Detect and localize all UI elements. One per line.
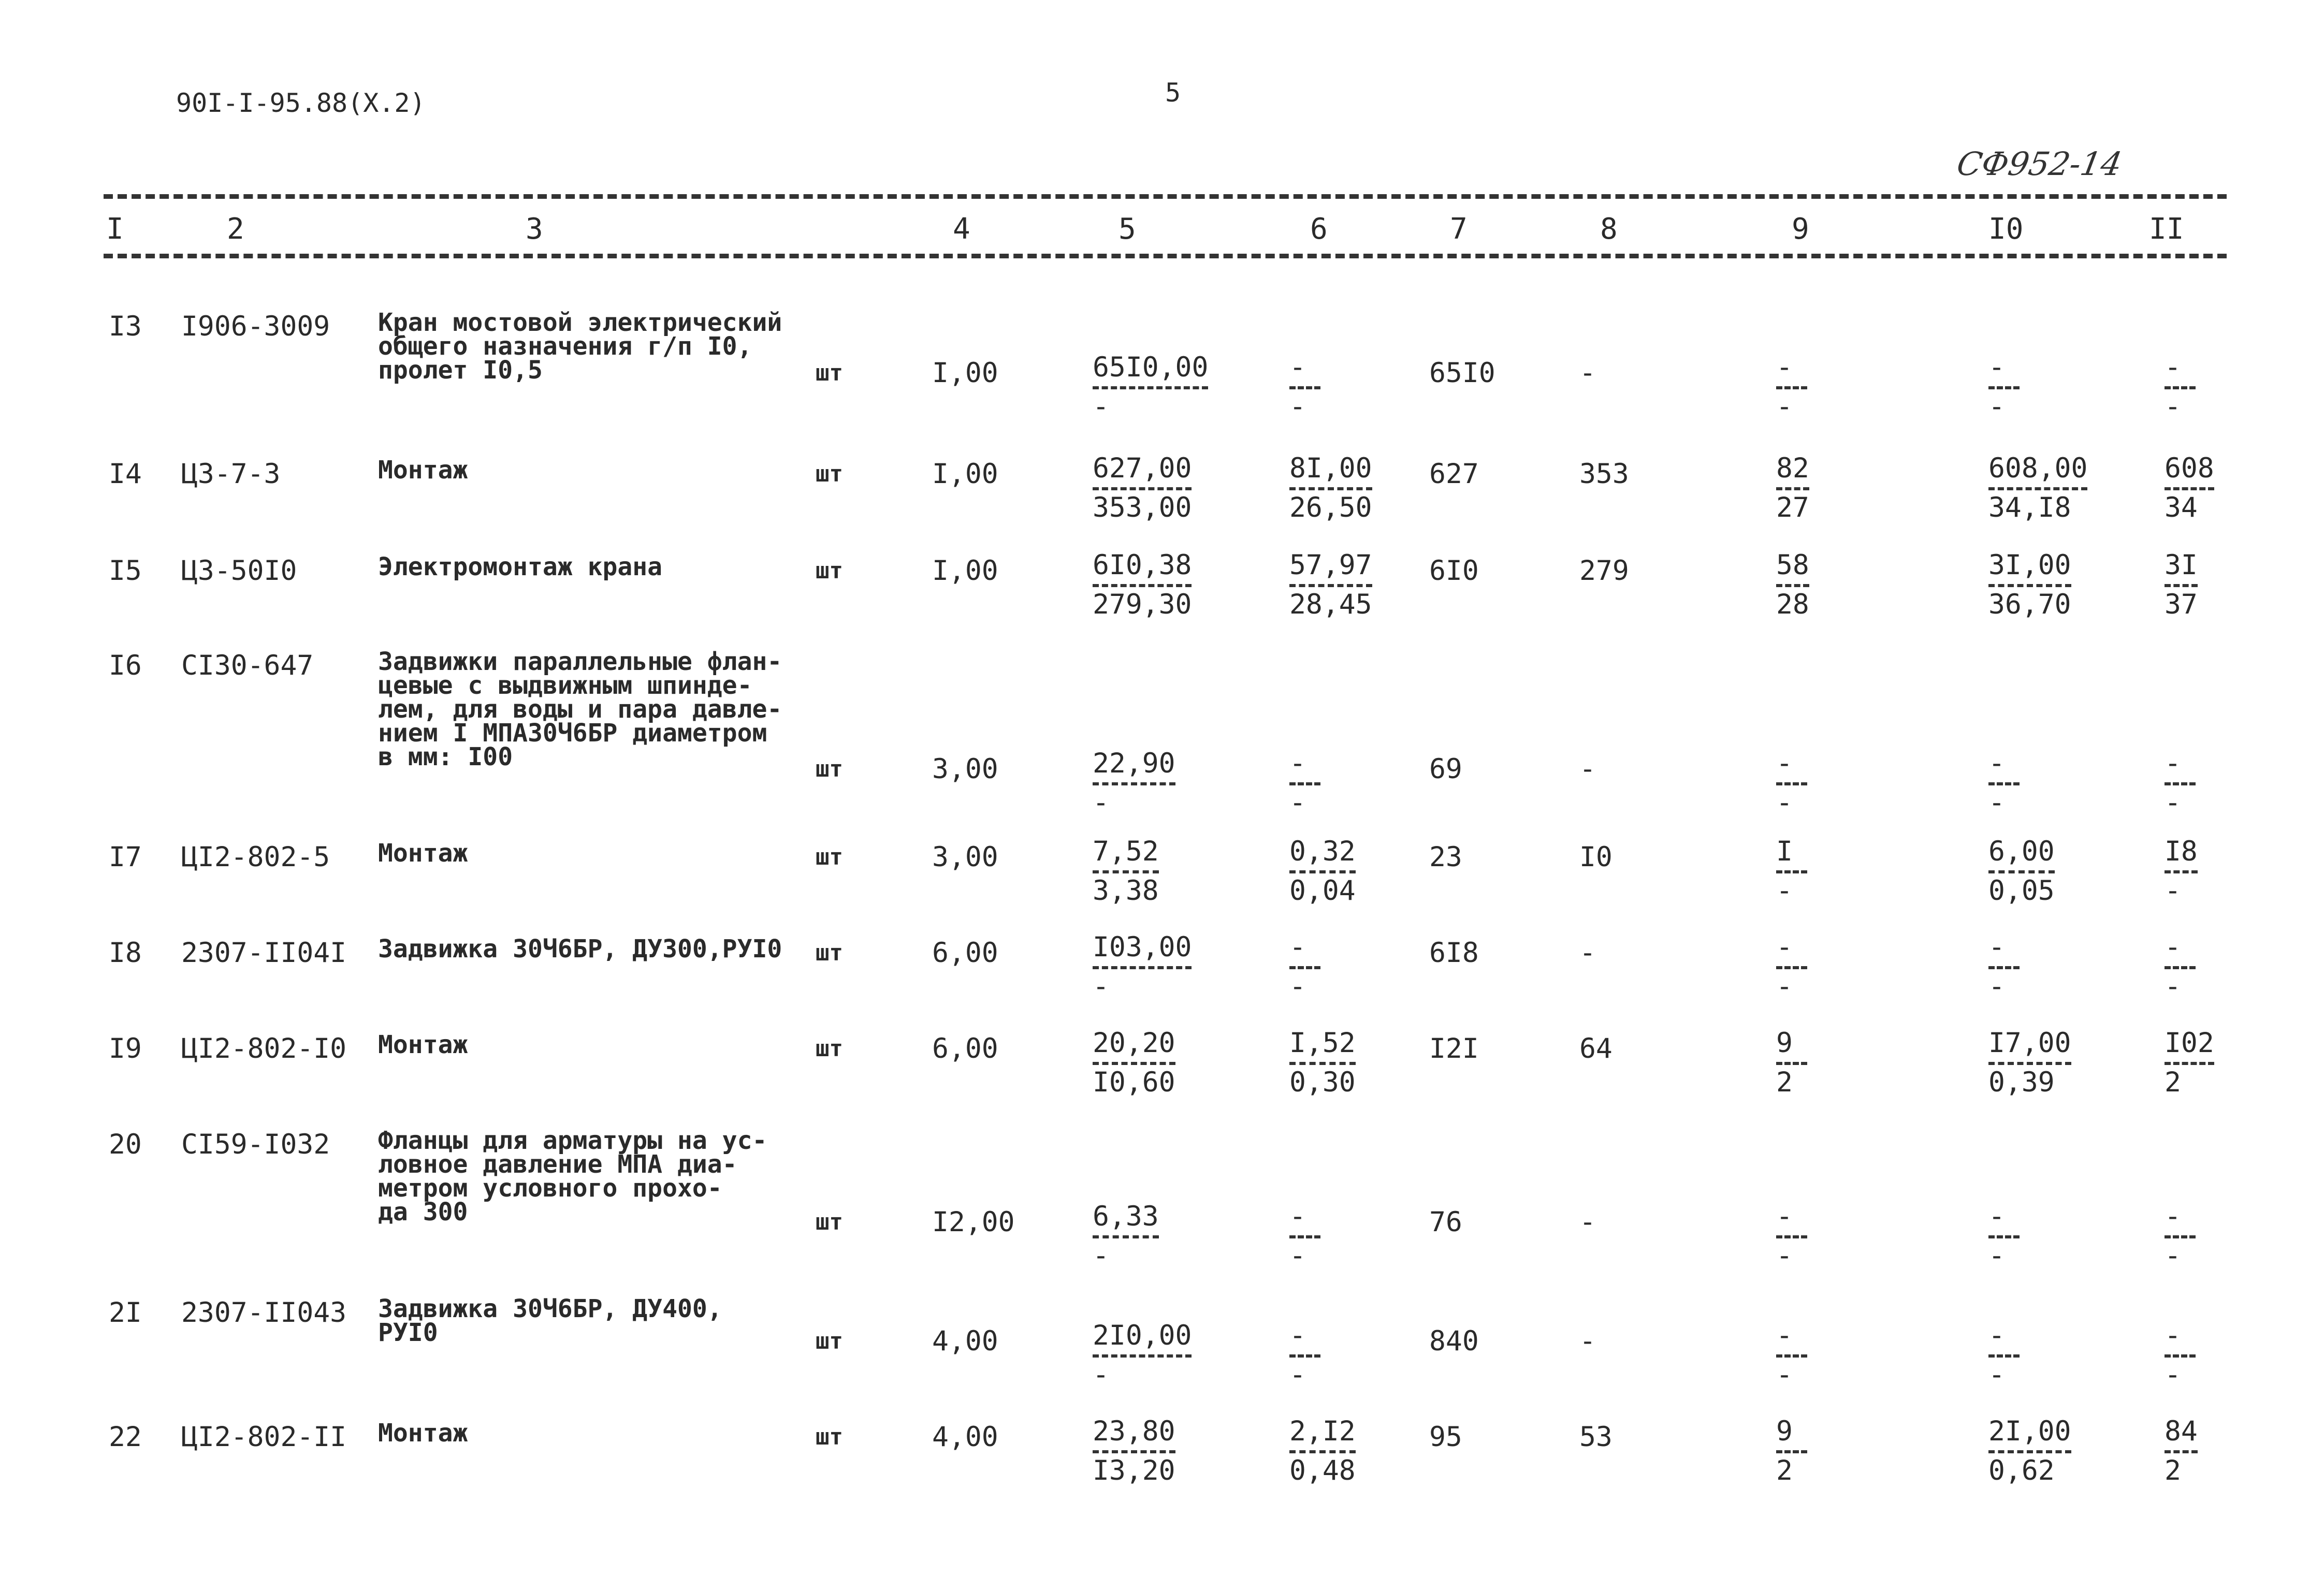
wage-price-top: 2,I2 <box>1289 1416 1356 1447</box>
total-wage-divider <box>1776 782 1807 785</box>
price-code: ЦI2-802-II <box>181 1421 347 1453</box>
column-number: 3 <box>526 212 543 246</box>
wage-price-top: I,52 <box>1289 1027 1356 1059</box>
wage-price-divider <box>1289 386 1320 389</box>
labor-costs-bottom: - <box>1988 1359 2005 1391</box>
unit-price <box>1093 932 1192 1002</box>
total-labor-top: I8 <box>2165 836 2198 867</box>
quantity: 6,00 <box>932 1033 998 1064</box>
unit-price <box>1093 1416 1175 1486</box>
total-wage-bottom: 2 <box>1776 1455 1793 1486</box>
row-number: 22 <box>109 1421 142 1453</box>
total-labor-divider <box>2165 1062 2214 1065</box>
total-labor-top: 608 <box>2165 453 2214 484</box>
row-number: 20 <box>109 1129 142 1160</box>
total-wage-top: - <box>1776 748 1793 779</box>
total-labor <box>2165 352 2196 422</box>
total-cost: 23 <box>1429 841 1462 873</box>
total-wage-top: 9 <box>1776 1416 1793 1447</box>
column-number: 9 <box>1792 212 1809 246</box>
wage-price-top: 8I,00 <box>1289 453 1372 484</box>
total-wage-top: - <box>1776 1320 1793 1351</box>
wage-price-bottom: - <box>1289 971 1306 1002</box>
total-wage-top: 9 <box>1776 1027 1793 1059</box>
header-top-rule <box>104 194 2227 199</box>
unit-price-top: 627,00 <box>1093 453 1192 484</box>
total-wage <box>1776 748 1807 819</box>
total-cost: 69 <box>1429 753 1462 785</box>
wage-price <box>1289 1028 1356 1098</box>
labor-costs-divider <box>1988 782 2020 785</box>
total-wage-divider <box>1776 1354 1807 1358</box>
column-number: 4 <box>953 212 970 246</box>
unit-price-top: I03,00 <box>1093 931 1192 963</box>
wage-price-top: - <box>1289 931 1306 963</box>
total-wage <box>1776 352 1807 422</box>
labor-costs <box>1988 550 2071 620</box>
row-number: I8 <box>109 937 142 969</box>
wage-price-bottom: - <box>1289 391 1306 422</box>
wage-price <box>1289 932 1320 1002</box>
total-labor <box>2165 1320 2196 1391</box>
price-code: Ц3-7-3 <box>181 458 281 490</box>
quantity: I,00 <box>932 458 998 490</box>
wage-price-divider <box>1289 487 1372 490</box>
total-labor-divider <box>2165 386 2196 389</box>
total-wage-bottom: - <box>1776 1240 1793 1272</box>
labor-costs-bottom: 0,39 <box>1988 1067 2055 1098</box>
document-code: 90I-I-95.88(X.2) <box>176 88 426 118</box>
labor-costs-top: 3I,00 <box>1988 549 2071 581</box>
wage-price-divider <box>1289 966 1320 969</box>
column-number: 2 <box>227 212 244 246</box>
labor-costs-top: I7,00 <box>1988 1027 2071 1059</box>
total-wage-base: 64 <box>1579 1033 1613 1064</box>
column-number: 5 <box>1119 212 1136 246</box>
row-number: I5 <box>109 555 142 587</box>
total-wage-base: 279 <box>1579 555 1629 587</box>
total-labor-divider <box>2165 584 2198 587</box>
total-wage-top: - <box>1776 352 1793 383</box>
total-cost: 627 <box>1429 458 1479 490</box>
item-name: Монтаж <box>378 1419 468 1448</box>
unit: шт <box>816 940 843 966</box>
labor-costs-top: 608,00 <box>1988 453 2088 484</box>
labor-costs <box>1988 1028 2071 1098</box>
wage-price <box>1289 748 1320 819</box>
price-code: 2307-II04I <box>181 937 347 969</box>
total-wage <box>1776 932 1807 1002</box>
unit-price-top: 2I0,00 <box>1093 1320 1192 1351</box>
column-number: 7 <box>1450 212 1468 246</box>
unit: шт <box>816 756 843 782</box>
labor-costs-top: - <box>1988 931 2005 963</box>
unit-price <box>1093 1320 1192 1391</box>
unit-price <box>1093 748 1175 819</box>
unit-price-bottom: 3,38 <box>1093 875 1159 907</box>
unit-price-divider <box>1093 1062 1175 1065</box>
total-wage-base: - <box>1579 753 1596 785</box>
labor-costs <box>1988 836 2055 907</box>
item-name: Монтаж <box>378 1030 468 1059</box>
labor-costs-bottom: - <box>1988 1240 2005 1272</box>
total-wage-divider <box>1776 487 1809 490</box>
labor-costs-divider <box>1988 1354 2020 1358</box>
total-labor <box>2165 932 2196 1002</box>
total-wage <box>1776 453 1809 523</box>
item-name: Кран мостовой электрический общего назначения г/п I0, пролет I0,5 <box>378 308 782 385</box>
total-wage-bottom: - <box>1776 1359 1793 1391</box>
unit-price-top: 6I0,38 <box>1093 549 1192 581</box>
total-wage-base: I0 <box>1579 841 1613 873</box>
labor-costs-divider <box>1988 386 2020 389</box>
labor-costs-bottom: - <box>1988 971 2005 1002</box>
labor-costs-top: - <box>1988 352 2005 383</box>
total-wage <box>1776 1201 1807 1272</box>
total-labor <box>2165 748 2196 819</box>
price-code: 2307-II043 <box>181 1297 347 1329</box>
labor-costs-bottom: 34,I8 <box>1988 492 2071 523</box>
row-number: I3 <box>109 311 142 342</box>
wage-price <box>1289 550 1372 620</box>
unit-price-divider <box>1093 487 1192 490</box>
total-wage-top: I <box>1776 836 1793 867</box>
unit-price-bottom: - <box>1093 787 1109 819</box>
total-labor-top: 3I <box>2165 549 2198 581</box>
quantity: 3,00 <box>932 841 998 873</box>
unit: шт <box>816 558 843 584</box>
labor-costs-bottom: - <box>1988 391 2005 422</box>
total-labor-top: - <box>2165 931 2181 963</box>
total-cost: 76 <box>1429 1206 1462 1238</box>
unit-price-divider <box>1093 584 1192 587</box>
unit-price-top: 22,90 <box>1093 748 1175 779</box>
unit-price <box>1093 352 1208 422</box>
total-wage-bottom: - <box>1776 875 1793 907</box>
wage-price-top: - <box>1289 1201 1306 1232</box>
total-wage-bottom: - <box>1776 391 1793 422</box>
wage-price-divider <box>1289 1235 1320 1238</box>
labor-costs <box>1988 1201 2020 1272</box>
total-labor-top: 84 <box>2165 1416 2198 1447</box>
total-labor-top: - <box>2165 1201 2181 1232</box>
price-code: ЦI2-802-I0 <box>181 1033 347 1064</box>
total-cost: 6I0 <box>1429 555 1479 587</box>
total-wage-bottom: 28 <box>1776 589 1809 620</box>
row-number: I7 <box>109 841 142 873</box>
quantity: 6,00 <box>932 937 998 969</box>
total-wage-divider <box>1776 584 1809 587</box>
total-wage-divider <box>1776 966 1807 969</box>
wage-price-bottom: 28,45 <box>1289 589 1372 620</box>
column-number: 6 <box>1310 212 1328 246</box>
unit-price <box>1093 453 1192 523</box>
unit-price-divider <box>1093 966 1192 969</box>
total-cost: 65I0 <box>1429 357 1495 389</box>
wage-price-bottom: - <box>1289 1359 1306 1391</box>
total-wage-top: - <box>1776 1201 1793 1232</box>
row-number: 2I <box>109 1297 142 1329</box>
total-wage <box>1776 1028 1807 1098</box>
wage-price <box>1289 453 1372 523</box>
column-number: 8 <box>1600 212 1618 246</box>
total-labor <box>2165 550 2198 620</box>
total-labor-top: - <box>2165 352 2181 383</box>
total-labor-bottom: 2 <box>2165 1455 2181 1486</box>
labor-costs-divider <box>1988 966 2020 969</box>
total-wage-divider <box>1776 386 1807 389</box>
total-labor <box>2165 453 2214 523</box>
total-labor-top: I02 <box>2165 1027 2214 1059</box>
row-number: I9 <box>109 1033 142 1064</box>
total-cost: I2I <box>1429 1033 1479 1064</box>
column-number: I0 <box>1988 212 2024 246</box>
wage-price-divider <box>1289 782 1320 785</box>
unit-price-bottom: I3,20 <box>1093 1455 1175 1486</box>
total-labor <box>2165 836 2198 907</box>
total-labor <box>2165 1028 2214 1098</box>
total-labor-bottom: 37 <box>2165 589 2198 620</box>
wage-price-divider <box>1289 870 1356 873</box>
total-wage-bottom: - <box>1776 787 1793 819</box>
total-labor-divider <box>2165 966 2196 969</box>
unit-price-divider <box>1093 782 1175 785</box>
wage-price <box>1289 1201 1320 1272</box>
total-wage-base: 353 <box>1579 458 1629 490</box>
labor-costs-top: - <box>1988 1201 2005 1232</box>
wage-price-top: - <box>1289 1320 1306 1351</box>
wage-price-bottom: 26,50 <box>1289 492 1372 523</box>
quantity: 4,00 <box>932 1421 998 1453</box>
total-wage-base: 53 <box>1579 1421 1613 1453</box>
unit-price <box>1093 836 1159 907</box>
total-labor <box>2165 1201 2196 1272</box>
wage-price-top: 0,32 <box>1289 836 1356 867</box>
unit-price-divider <box>1093 870 1159 873</box>
labor-costs <box>1988 748 2020 819</box>
total-wage-bottom: - <box>1776 971 1793 1002</box>
unit-price-bottom: - <box>1093 1240 1109 1272</box>
column-number: II <box>2149 212 2184 246</box>
quantity: I2,00 <box>932 1206 1015 1238</box>
total-cost: 95 <box>1429 1421 1462 1453</box>
unit-price-divider <box>1093 1450 1175 1453</box>
labor-costs <box>1988 1320 2020 1391</box>
total-wage-top: 58 <box>1776 549 1809 581</box>
total-labor-top: - <box>2165 1320 2181 1351</box>
wage-price <box>1289 1320 1320 1391</box>
total-wage-base: - <box>1579 937 1596 969</box>
labor-costs-top: - <box>1988 1320 2005 1351</box>
quantity: 4,00 <box>932 1325 998 1357</box>
handwritten-stamp: СФ952-14 <box>1954 145 2125 183</box>
total-labor-bottom: - <box>2165 1359 2181 1391</box>
price-code: CI59-I032 <box>181 1129 330 1160</box>
labor-costs-top: - <box>1988 748 2005 779</box>
wage-price-top: - <box>1289 352 1306 383</box>
item-name: Задвижка 30Ч6БР, ДУ300,РУI0 <box>378 935 782 964</box>
wage-price-bottom: 0,30 <box>1289 1067 1356 1098</box>
unit-price-top: 7,52 <box>1093 836 1159 867</box>
total-cost: 6I8 <box>1429 937 1479 969</box>
column-number: I <box>106 212 124 246</box>
unit: шт <box>816 1035 843 1062</box>
labor-costs-bottom: 0,62 <box>1988 1455 2055 1486</box>
wage-price-top: - <box>1289 748 1306 779</box>
quantity: 3,00 <box>932 753 998 785</box>
wage-price-divider <box>1289 584 1372 587</box>
total-labor-divider <box>2165 1235 2196 1238</box>
labor-costs-divider <box>1988 1450 2071 1453</box>
header-bottom-rule <box>104 254 2227 258</box>
total-labor-divider <box>2165 782 2196 785</box>
total-labor-divider <box>2165 1450 2198 1453</box>
wage-price <box>1289 1416 1356 1486</box>
unit-price-top: 20,20 <box>1093 1027 1175 1059</box>
price-code: Ц3-50I0 <box>181 555 297 587</box>
unit-price-bottom: 353,00 <box>1093 492 1192 523</box>
total-labor-bottom: - <box>2165 787 2181 819</box>
labor-costs-divider <box>1988 487 2087 490</box>
total-labor-divider <box>2165 1354 2196 1358</box>
item-name: Задвижки параллельные флан- цевые с выдвижным шпинде- лем, для воды и пара давле- нием I МПА30Ч6БР диаметром в мм: I00 <box>378 647 782 771</box>
unit-price-top: 65I0,00 <box>1093 352 1209 383</box>
labor-costs-divider <box>1988 584 2071 587</box>
total-wage <box>1776 836 1807 907</box>
unit-price-divider <box>1093 386 1208 389</box>
total-wage-divider <box>1776 1062 1807 1065</box>
item-name: Монтаж <box>378 839 468 868</box>
wage-price-top: 57,97 <box>1289 549 1372 581</box>
price-code: ЦI2-802-5 <box>181 841 330 873</box>
wage-price-divider <box>1289 1354 1320 1358</box>
labor-costs <box>1988 1416 2071 1486</box>
unit: шт <box>816 360 843 386</box>
item-name: Монтаж <box>378 456 468 485</box>
unit-price-bottom: - <box>1093 391 1109 422</box>
unit: шт <box>816 1328 843 1354</box>
total-cost: 840 <box>1429 1325 1479 1357</box>
total-wage <box>1776 1320 1807 1391</box>
labor-costs-divider <box>1988 1235 2020 1238</box>
labor-costs-top: 6,00 <box>1988 836 2055 867</box>
total-labor-bottom: - <box>2165 971 2181 1002</box>
total-wage-bottom: 2 <box>1776 1067 1793 1098</box>
row-number: I4 <box>109 458 142 490</box>
wage-price <box>1289 352 1320 422</box>
total-wage-base: - <box>1579 1325 1596 1357</box>
labor-costs-bottom: 0,05 <box>1988 875 2055 907</box>
total-labor-bottom: 34 <box>2165 492 2198 523</box>
labor-costs <box>1988 932 2020 1002</box>
total-wage-divider <box>1776 1235 1807 1238</box>
unit-price-bottom: - <box>1093 971 1109 1002</box>
item-name: Электромонтаж крана <box>378 552 663 581</box>
total-wage-divider <box>1776 1450 1807 1453</box>
total-wage-divider <box>1776 870 1807 873</box>
row-number: I6 <box>109 650 142 681</box>
labor-costs-divider <box>1988 1062 2071 1065</box>
total-wage-top: 82 <box>1776 453 1809 484</box>
unit: шт <box>816 844 843 870</box>
unit: шт <box>816 1209 843 1235</box>
unit-price-bottom: 279,30 <box>1093 589 1192 620</box>
total-labor-top: - <box>2165 748 2181 779</box>
unit-price-divider <box>1093 1235 1159 1238</box>
unit: шт <box>816 1424 843 1450</box>
unit-price <box>1093 1201 1159 1272</box>
total-wage <box>1776 550 1809 620</box>
wage-price <box>1289 836 1356 907</box>
total-wage-top: - <box>1776 931 1793 963</box>
total-labor-bottom: - <box>2165 391 2181 422</box>
unit-price-top: 23,80 <box>1093 1416 1175 1447</box>
total-wage-base: - <box>1579 357 1596 389</box>
unit-price-top: 6,33 <box>1093 1201 1159 1232</box>
labor-costs <box>1988 352 2020 422</box>
item-name: Фланцы для арматуры на ус- ловное давление МПА диа- метром условного прохо- да 300 <box>378 1126 767 1227</box>
wage-price-bottom: - <box>1289 787 1306 819</box>
wage-price-divider <box>1289 1450 1356 1453</box>
total-wage <box>1776 1416 1807 1486</box>
wage-price-divider <box>1289 1062 1356 1065</box>
price-code: CI30-647 <box>181 650 314 681</box>
unit-price <box>1093 550 1192 620</box>
item-name: Задвижка 30Ч6БР, ДУ400, РУI0 <box>378 1294 722 1347</box>
total-labor-bottom: 2 <box>2165 1067 2181 1098</box>
total-labor-bottom: - <box>2165 875 2181 907</box>
total-wage-base: - <box>1579 1206 1596 1238</box>
unit-price-bottom: - <box>1093 1359 1109 1391</box>
unit: шт <box>816 461 843 487</box>
quantity: I,00 <box>932 555 998 587</box>
wage-price-bottom: 0,04 <box>1289 875 1356 907</box>
price-code: I906-3009 <box>181 311 330 342</box>
wage-price-bottom: 0,48 <box>1289 1455 1356 1486</box>
total-labor-divider <box>2165 870 2198 873</box>
total-labor-bottom: - <box>2165 1240 2181 1272</box>
page-number: 5 <box>1165 78 1181 108</box>
labor-costs-bottom: - <box>1988 787 2005 819</box>
total-labor <box>2165 1416 2198 1486</box>
unit-price <box>1093 1028 1175 1098</box>
labor-costs-top: 2I,00 <box>1988 1416 2071 1447</box>
labor-costs-divider <box>1988 870 2055 873</box>
unit-price-bottom: I0,60 <box>1093 1067 1175 1098</box>
wage-price-bottom: - <box>1289 1240 1306 1272</box>
labor-costs-bottom: 36,70 <box>1988 589 2071 620</box>
total-wage-bottom: 27 <box>1776 492 1809 523</box>
total-labor-divider <box>2165 487 2214 490</box>
unit-price-divider <box>1093 1354 1192 1358</box>
quantity: I,00 <box>932 357 998 389</box>
labor-costs <box>1988 453 2087 523</box>
